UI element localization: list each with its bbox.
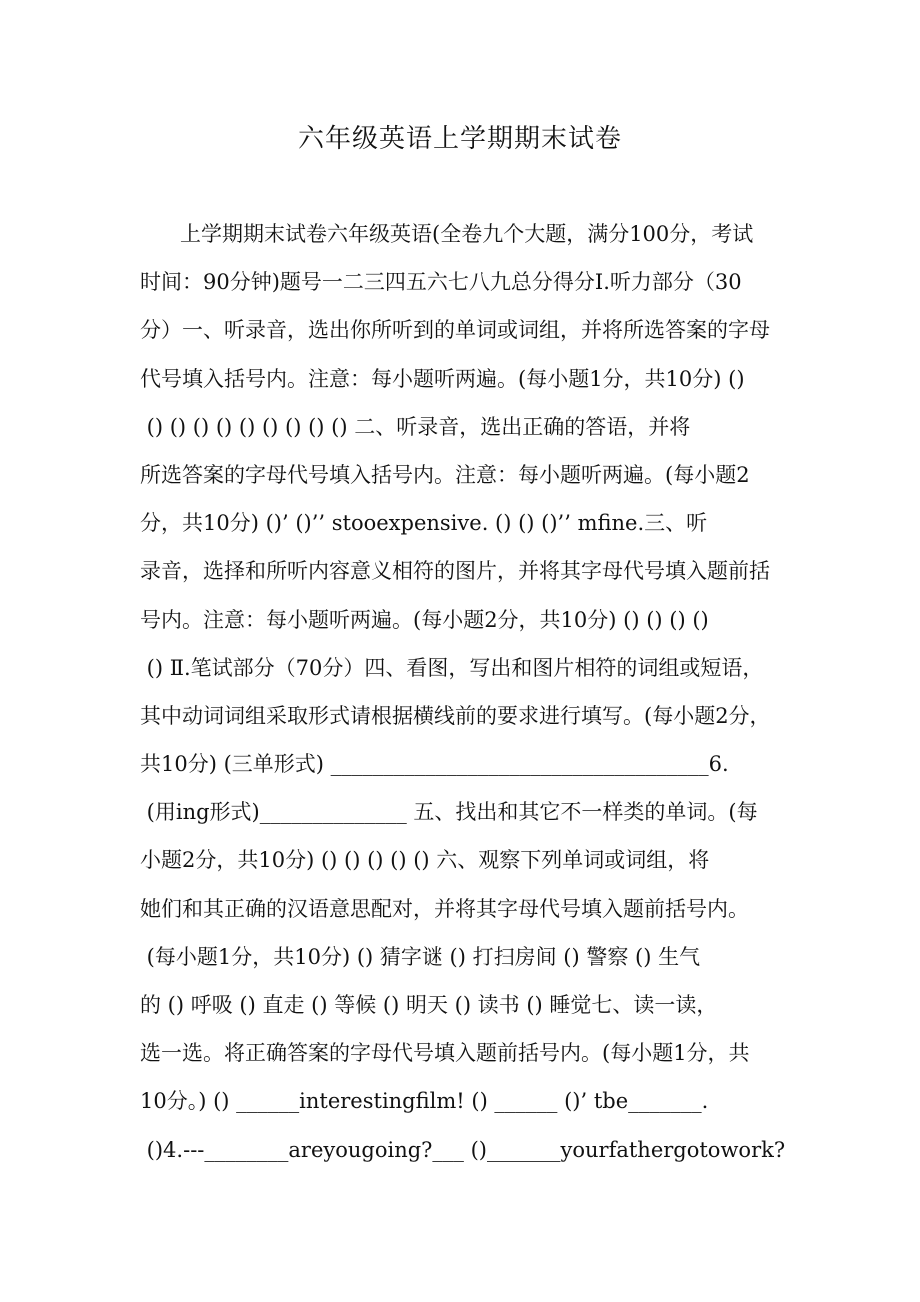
- text-line: 选一选。将正确答案的字母代号填入题前括号内。(每小题1分，共: [140, 1041, 750, 1066]
- text-line: 小题2分，共10分) () () () () () 六、观察下列单词或词组，将: [140, 848, 710, 873]
- text-line: 号内。注意：每小题听两遍。(每小题2分，共10分) () () () (): [140, 607, 709, 632]
- text-line: 所选答案的字母代号填入括号内。注意：每小题听两遍。(每小题2: [140, 462, 750, 487]
- page-title: 六年级英语上学期期末试卷: [297, 124, 622, 154]
- text-line: 共10分) (三单形式) ____________________________________6.: [140, 752, 729, 777]
- text-line: 代号填入括号内。注意：每小题听两遍。(每小题1分，共10分) (): [140, 366, 745, 391]
- text-line: 分）一、听录音，选出你所听到的单词或词组，并将所选答案的字母: [140, 318, 770, 343]
- text-line: (每小题1分，共10分) () 猜字谜 () 打扫房间 () 警察 () 生气: [140, 944, 701, 969]
- text-line: 上学期期末试卷六年级英语(全卷九个大题，满分100分，考试: [180, 222, 754, 246]
- text-line: ()4.---________areyougoing?___ ()_______yourfathergotowork?: [140, 1137, 786, 1162]
- text-line: 10分。) () ______interestingfilm! () ______ ()’ tbe_______.: [140, 1089, 709, 1114]
- text-line: 分，共10分) ()’ ()’’ stooexpensive. () () ()’’ mfine.三、听: [140, 511, 708, 536]
- text-line: () Ⅱ.笔试部分（70分）四、看图，写出和图片相符的词组或短语，: [140, 655, 764, 680]
- text-line: 的 () 呼吸 () 直走 () 等候 () 明天 () 读书 () 睡觉七、读一读，: [140, 993, 718, 1017]
- text-line: 她们和其正确的汉语意思配对，并将其字母代号填入题前括号内。: [140, 896, 749, 921]
- text-line: () () () () () () () () () 二、听录音，选出正确的答语，并将: [140, 414, 691, 439]
- text-line: 其中动词词组采取形式请根据横线前的要求进行填写。(每小题2分，: [140, 703, 771, 728]
- text-line: (用ing形式)______________ 五、找出和其它不一样类的单词。(每: [140, 800, 758, 825]
- text-line: 时间：90分钟)题号一二三四五六七八九总分得分Ⅰ.听力部分（30: [140, 270, 742, 295]
- document-body: [140, 214, 790, 1178]
- text-line: 录音，选择和所听内容意义相符的图片，并将其字母代号填入题前括: [140, 559, 770, 584]
